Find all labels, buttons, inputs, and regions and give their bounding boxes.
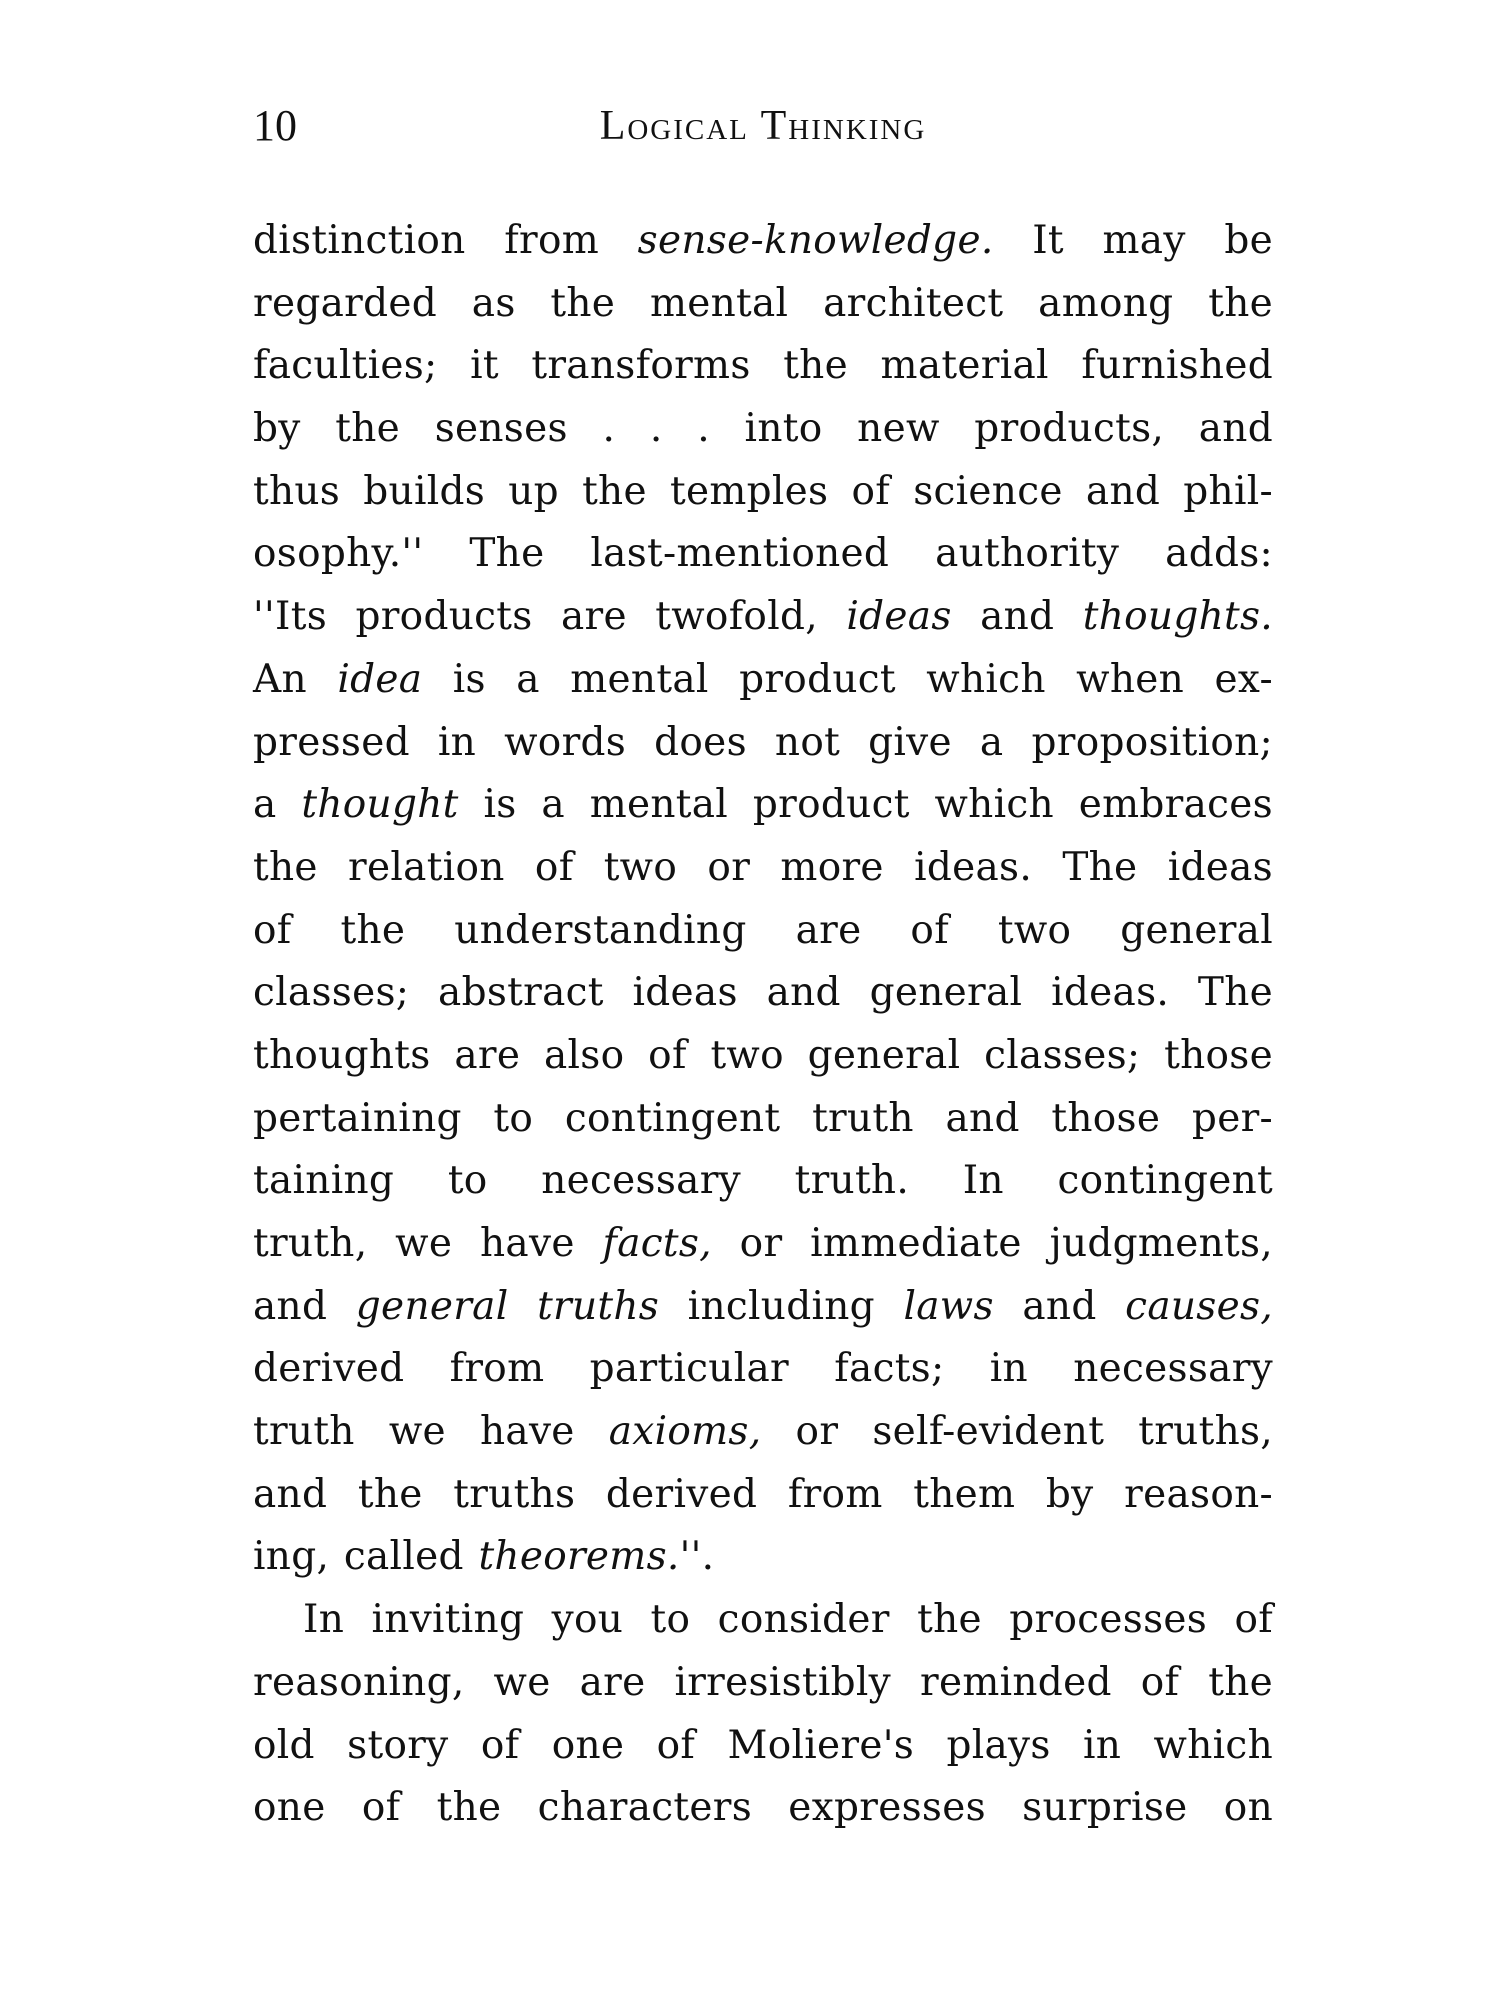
text-line: faculties; it transforms the material furnished [253,343,1273,389]
text-line: thus builds up the temples of science and phil- [253,468,1273,514]
text-line: thoughts are also of two general classes; those [253,1032,1273,1078]
text-line: of the understanding are of two general [253,907,1273,953]
page-number: 10 [253,101,297,150]
text-line: and general truths including laws and causes, [253,1283,1273,1329]
text-line: In inviting you to consider the processes of [303,1597,1273,1643]
text-line: An idea is a mental product which when ex- [253,656,1273,702]
text-line: reasoning, we are irresistibly reminded of the [253,1659,1273,1705]
text-line: regarded as the mental architect among the [253,280,1273,326]
running-title: Logical Thinking [599,103,927,149]
text-line: the relation of two or more ideas. The ideas [253,844,1273,890]
text-line: ''Its products are twofold, ideas and thoughts. [253,594,1273,640]
body-text [253,210,1273,1840]
text-line: ing, called theorems.''. [253,1534,715,1580]
text-line: pertaining to contingent truth and those per- [253,1095,1273,1141]
text-line: a thought is a mental product which embraces [253,782,1273,828]
text-line: by the senses . . . into new products, and [253,406,1273,452]
text-line: one of the characters expresses surprise on [253,1785,1273,1831]
text-line: classes; abstract ideas and general ideas. The [253,970,1273,1016]
text-line: pressed in words does not give a proposition; [253,719,1273,765]
text-line: truth, we have facts, or immediate judgments, [253,1221,1273,1266]
text-line: osophy.'' The last-mentioned authority adds: [253,531,1273,577]
text-line: derived from particular facts; in necessary [253,1346,1273,1392]
text-line: distinction from sense-knowledge. It may be [253,218,1273,263]
running-head [253,96,1273,156]
text-line: and the truths derived from them by reason- [253,1471,1273,1517]
text-line: old story of one of Moliere's plays in which [253,1722,1273,1768]
text-line: taining to necessary truth. In contingent [253,1158,1273,1204]
text-line: truth we have axioms, or self-evident truths, [253,1409,1273,1455]
